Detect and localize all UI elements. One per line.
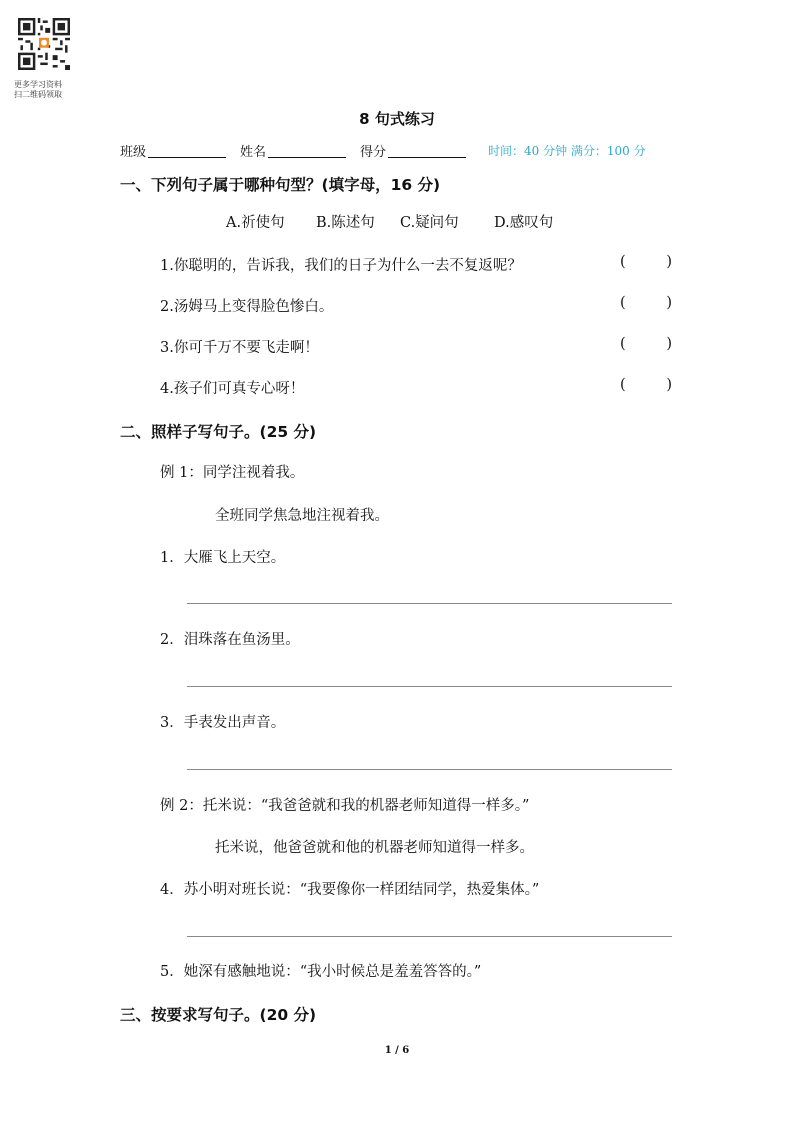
question-2-2: 2．泪珠落在鱼汤里。: [160, 632, 300, 648]
question-1-4: 4.孩子们可真专心呀！: [160, 381, 305, 397]
time-note: 时间：40 分钟 满分：100 分: [488, 144, 646, 158]
answer-box-3[interactable]: [620, 336, 672, 352]
option-a: A.祈使句: [226, 215, 285, 231]
section-3-heading: 三、按要求写句子。(20 分): [120, 1006, 317, 1024]
answer-line-4[interactable]: [187, 936, 672, 937]
answer-box-4[interactable]: [620, 377, 672, 393]
paren-close: ): [666, 377, 672, 393]
question-2-4: 4．苏小明对班长说：“我要像你一样团结同学，热爱集体。”: [160, 882, 540, 898]
section-2-heading: 二、照样子写句子。(25 分): [120, 423, 317, 441]
answer-box-2[interactable]: [620, 295, 672, 311]
question-2-1: 1．大雁飞上天空。: [160, 550, 286, 566]
paren-close: ): [666, 254, 672, 270]
answer-box-1[interactable]: [620, 254, 672, 270]
paren-open: (: [620, 336, 626, 352]
question-1-1: 1.你聪明的，告诉我，我们的日子为什么一去不复返呢？: [160, 258, 522, 274]
question-2-3: 3．手表发出声音。: [160, 715, 286, 731]
name-label: 姓名: [240, 145, 267, 160]
class-field: [120, 141, 226, 160]
paren-open: (: [620, 295, 626, 311]
question-1-2: 2.汤姆马上变得脸色惨白。: [160, 299, 334, 315]
class-label: 班级: [120, 145, 147, 160]
name-field: [240, 141, 346, 160]
qr-code-icon: [18, 18, 70, 70]
score-label: 得分: [360, 145, 387, 160]
question-2-5: 5．她深有感触地说：“我小时候总是羞羞答答的。”: [160, 964, 482, 980]
paren-open: (: [620, 254, 626, 270]
example-1-answer: 全班同学焦急地注视着我。: [215, 508, 389, 524]
page-title: 8 句式练习: [359, 110, 435, 128]
paren-open: (: [620, 377, 626, 393]
example-1: 例 1：同学注视着我。: [160, 465, 305, 481]
example-2-answer: 托米说，他爸爸就和他的机器老师知道得一样多。: [215, 840, 534, 856]
score-blank[interactable]: [388, 144, 466, 158]
class-blank[interactable]: [148, 144, 226, 158]
option-d: D.感叹句: [494, 215, 554, 231]
paren-close: ): [666, 336, 672, 352]
section-1-heading: 一、下列句子属于哪种句型？(填字母，16 分): [120, 176, 441, 194]
answer-line-1[interactable]: [187, 603, 672, 604]
question-1-3: 3.你可千万不要飞走啊！: [160, 340, 319, 356]
option-c: C.疑问句: [400, 215, 459, 231]
qr-caption-line-2: 扫二维码领取: [14, 90, 62, 99]
example-2: 例 2：托米说：“我爸爸就和我的机器老师知道得一样多。”: [160, 798, 530, 814]
option-b: B.陈述句: [316, 215, 375, 231]
score-field: [360, 141, 466, 160]
paren-close: ): [666, 295, 672, 311]
qr-caption-line-1: 更多学习资料: [14, 80, 62, 89]
name-blank[interactable]: [268, 144, 346, 158]
page-number: 1 / 6: [384, 1045, 410, 1056]
answer-line-3[interactable]: [187, 769, 672, 770]
answer-line-2[interactable]: [187, 686, 672, 687]
